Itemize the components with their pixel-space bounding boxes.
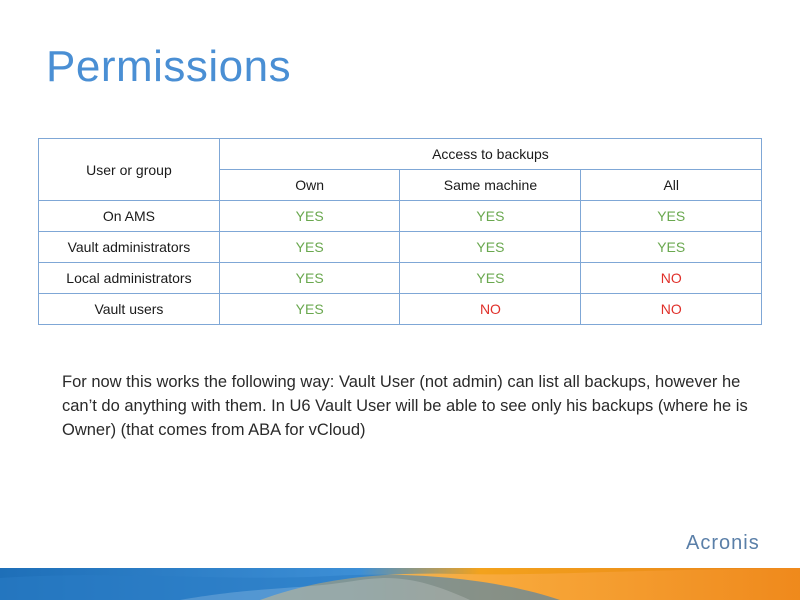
- table-header-row: [39, 139, 762, 170]
- header-same-machine: Same machine: [400, 170, 581, 201]
- row-label: Vault administrators: [39, 232, 220, 263]
- row-label: Local administrators: [39, 263, 220, 294]
- table-row: [39, 263, 762, 294]
- cell-same-machine: NO: [400, 294, 581, 325]
- header-user-or-group: User or group: [39, 139, 220, 201]
- footer-decorative-band: [0, 568, 800, 600]
- slide-title: Permissions: [46, 42, 292, 91]
- row-label: On AMS: [39, 201, 220, 232]
- cell-own: YES: [219, 201, 400, 232]
- cell-all: YES: [581, 232, 762, 263]
- table-row: [39, 294, 762, 325]
- acronis-logo: Acronis: [686, 532, 760, 554]
- cell-own: YES: [219, 294, 400, 325]
- permissions-table: [38, 138, 762, 325]
- cell-all: NO: [581, 263, 762, 294]
- header-access-to-backups: Access to backups: [219, 139, 761, 170]
- cell-own: YES: [219, 232, 400, 263]
- cell-all: NO: [581, 294, 762, 325]
- header-all: All: [581, 170, 762, 201]
- slide-body-text: For now this works the following way: Vault User (not admin) can list all backups, however he can’t do anything with them. In U6 Vault User will be able to see only his backups (where he is Owner) (that comes from ABA for vCloud): [62, 373, 748, 439]
- cell-all: YES: [581, 201, 762, 232]
- cell-same-machine: YES: [400, 232, 581, 263]
- table-row: [39, 201, 762, 232]
- cell-same-machine: YES: [400, 263, 581, 294]
- table-row: [39, 232, 762, 263]
- header-own: Own: [219, 170, 400, 201]
- row-label: Vault users: [39, 294, 220, 325]
- cell-own: YES: [219, 263, 400, 294]
- cell-same-machine: YES: [400, 201, 581, 232]
- footer-wave-graphic: [0, 568, 800, 600]
